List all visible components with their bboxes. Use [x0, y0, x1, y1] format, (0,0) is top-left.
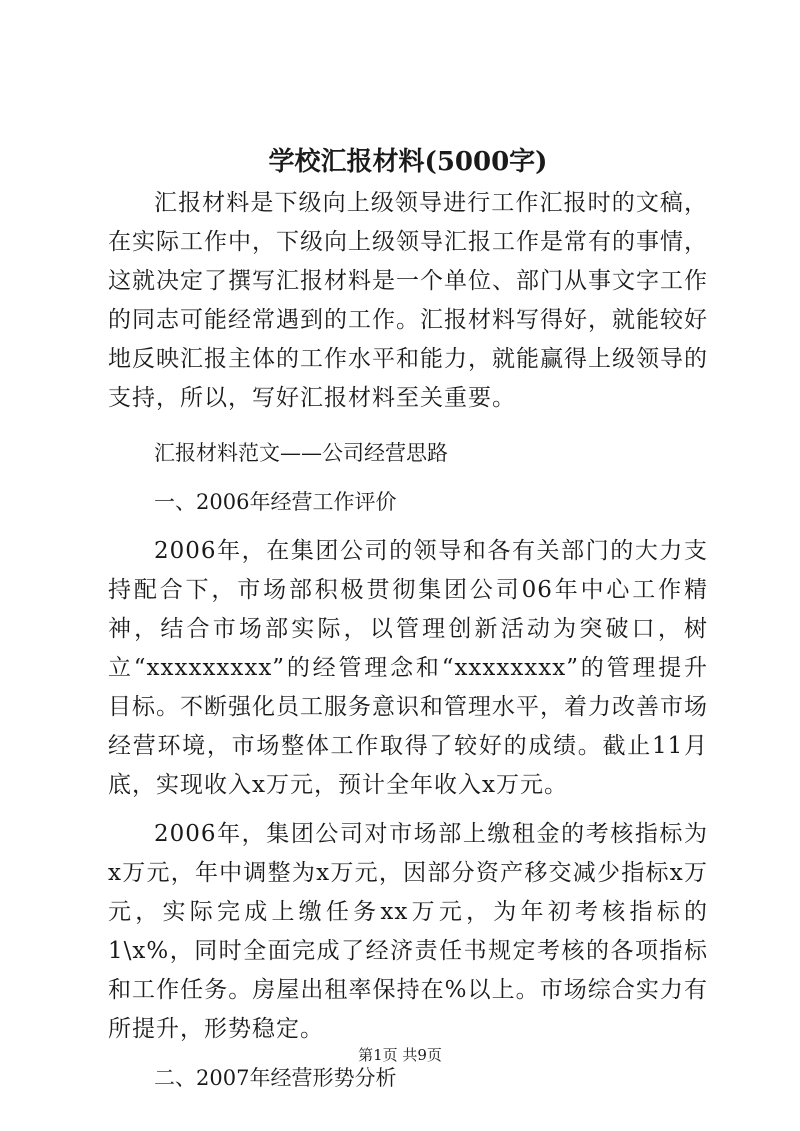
section1-paragraph-1: 2006年，在集团公司的领导和各有关部门的大力支持配合下，市场部积极贯彻集团公司06年中心工作精神，结合市场部实际，以管理创新活动为突破口，树立“xxxxxxxxx”的经管理念和“xxxxxxxx”的管理提升目标。不断强化员工服务意识和管理水平，着力改善市场经营环境，市场整体工作取得了较好的成绩。截止11月底，实现收入x万元，预计全年收入x万元。 — [108, 538, 708, 798]
sample-title: 汇报材料范文——公司经营思路 — [154, 441, 448, 465]
section1-paragraph-2: 2006年，集团公司对市场部上缴租金的考核指标为x万元，年中调整为x万元，因部分资产移交减少指标x万元，实际完成上缴任务xx万元，为年初考核指标的1\x%，同时全面完成了经济责任书规定考核的各项指标和工作任务。房屋出租率保持在%以上。市场综合实力有所提升，形势稳定。 — [108, 821, 708, 1042]
section1-heading: 一、2006年经营工作评价 — [154, 490, 397, 514]
section2-heading: 二、2007年经营形势分析 — [154, 1066, 397, 1090]
document-title: 学校汇报材料(5000字) — [268, 147, 548, 177]
document-page — [108, 140, 708, 1098]
page-footer: 第1页 共9页 — [358, 1046, 442, 1064]
intro-paragraph: 汇报材料是下级向上级领导进行工作汇报时的文稿，在实际工作中，下级向上级领导汇报工作是常有的事情，这就决定了撰写汇报材料是一个单位、部门从事文字工作的同志可能经常遇到的工作。汇报材料写得好，就能较好地反映汇报主体的工作水平和能力，就能赢得上级领导的支持，所以，写好汇报材料至关重要。 — [108, 190, 708, 411]
